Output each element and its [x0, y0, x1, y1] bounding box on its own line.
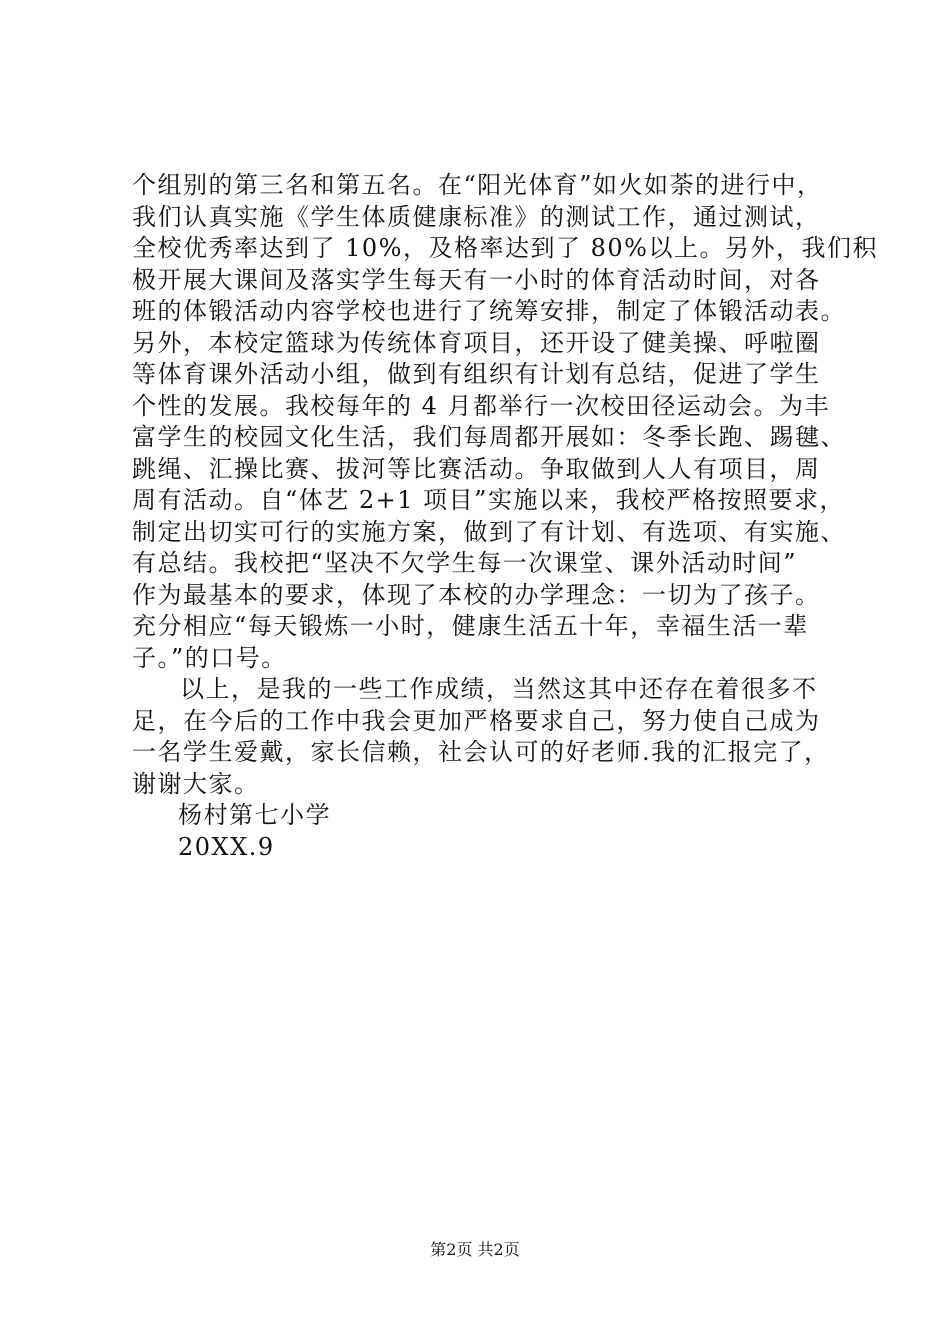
paragraph-line: 制定出切实可行的实施方案，做到了有计划、有选项、有实施、	[132, 517, 846, 546]
paragraph-line: 子。”的口号。	[132, 643, 287, 672]
paragraph-line: 作为最基本的要求，体现了本校的办学理念：一切为了孩子。	[132, 580, 821, 609]
paragraph-line: 充分相应“每天锻炼一小时，健康生活五十年，幸福生活一辈	[132, 612, 809, 640]
document-body	[132, 170, 878, 863]
paragraph-line: 全校优秀率达到了 10%，及格率达到了 80%以上。另外，我们积	[132, 234, 878, 262]
signature-school: 杨村第七小学	[178, 801, 331, 829]
paragraph-line: 有总结。我校把“坚决不欠学生每一次课堂、课外活动时间”	[132, 549, 798, 577]
paragraph-line: 我们认真实施《学生体质健康标准》的测试工作，通过测试，	[132, 202, 821, 231]
paragraph-line: 富学生的校园文化生活，我们每周都开展如：冬季长跑、踢毽、	[132, 423, 846, 451]
signature-date: 20XX.9	[178, 832, 275, 861]
paragraph-line: 个组别的第三名和第五名。在“阳光体育”如火如荼的进行中，	[132, 171, 823, 199]
paragraph-line: 周有活动。自“体艺 2+1 项目”实施以来，我校严格按照要求，	[132, 486, 845, 514]
paragraph-line: 另外，本校定篮球为传统体育项目，还开设了健美操、呼啦圈	[132, 328, 821, 357]
paragraph-line: 等体育课外活动小组，做到有组织有计划有总结，促进了学生	[132, 360, 821, 388]
page-footer: 第2页 共2页	[430, 1240, 520, 1259]
paragraph-line: 跳绳、汇操比赛、拔河等比赛活动。争取做到人人有项目，周	[132, 454, 821, 483]
paragraph-line: 以上，是我的一些工作成绩，当然这其中还存在着很多不	[180, 675, 818, 703]
paragraph-line: 一名学生爱戴，家长信赖，社会认可的好老师.我的汇报完了，	[132, 738, 830, 766]
paragraph-line: 足，在今后的工作中我会更加严格要求自己，努力使自己成为	[132, 706, 821, 735]
paragraph-line: 个性的发展。我校每年的 4 月都举行一次校田径运动会。为丰	[132, 391, 831, 420]
paragraph-line: 极开展大课间及落实学生每天有一小时的体育活动时间，对各	[132, 265, 821, 294]
paragraph-line: 谢谢大家。	[132, 769, 260, 798]
paragraph-line: 班的体锻活动内容学校也进行了统筹安排，制定了体锻活动表。	[132, 297, 846, 325]
